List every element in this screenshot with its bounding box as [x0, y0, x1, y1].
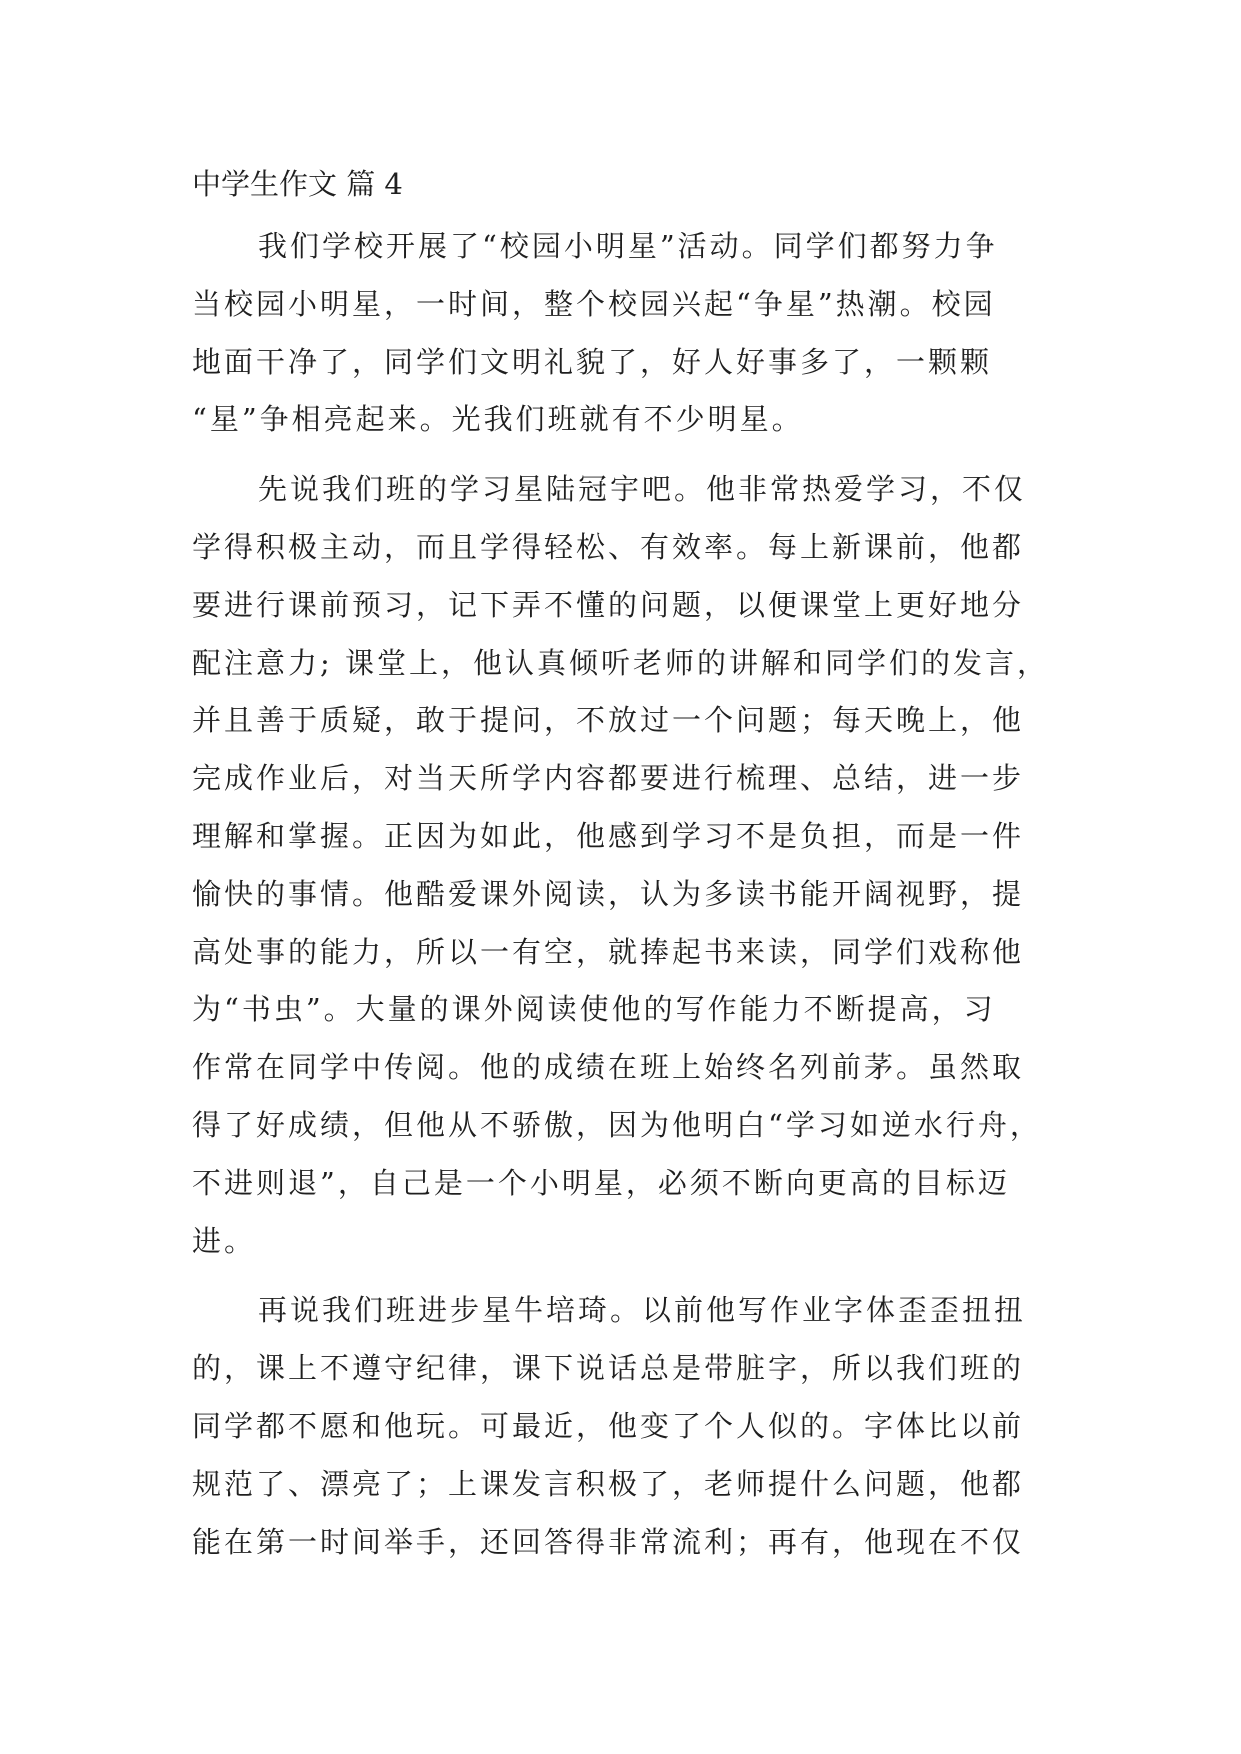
paragraph-line: 进。	[192, 1223, 257, 1258]
paragraph-line: 我们学校开展了“校园小明星”活动。同学们都努力争	[258, 229, 998, 263]
paragraph-line: 完成作业后，对当天所学内容都要进行梳理、总结，进一步	[192, 761, 1025, 796]
paragraph-line: 为“书虫”。大量的课外阅读使他的写作能力不断提高，习	[192, 992, 996, 1027]
paragraph-line: 规范了、漂亮了；上课发言积极了，老师提什么问题，他都	[192, 1466, 1025, 1501]
paragraph-line: 并且善于质疑，敢于提问，不放过一个问题；每天晚上，他	[192, 703, 1025, 738]
paragraph-line: 学得积极主动，而且学得轻松、有效率。每上新课前，他都	[192, 529, 1025, 564]
paragraph-line: 的，课上不遵守纪律，课下说话总是带脏字，所以我们班的	[192, 1351, 1025, 1386]
paragraph-line: 高处事的能力，所以一有空，就捧起书来读，同学们戏称他	[192, 934, 1025, 969]
paragraph-line: 地面干净了，同学们文明礼貌了，好人好事多了，一颗颗	[192, 344, 993, 379]
essay-content	[192, 166, 1052, 1571]
paragraph-line: 得了好成绩，但他从不骄傲，因为他明白“学习如逆水行舟，	[192, 1107, 1042, 1142]
paragraph-line: 要进行课前预习，记下弄不懂的问题，以便课堂上更好地分	[192, 587, 1025, 622]
essay-title: 中学生作文 篇 4	[192, 167, 403, 201]
paragraph-line: 先说我们班的学习星陆冠宇吧。他非常热爱学习，不仅	[258, 472, 1027, 507]
paragraph-line: “星”争相亮起来。光我们班就有不少明星。	[192, 402, 804, 437]
paragraph-line: 不进则退”，自己是一个小明星，必须不断向更高的目标迈	[192, 1165, 1010, 1200]
paragraph-line: 作常在同学中传阅。他的成绩在班上始终名列前茅。虽然取	[192, 1050, 1025, 1085]
paragraph-line: 当校园小明星，一时间，整个校园兴起“争星”热潮。校园	[192, 286, 996, 321]
paragraph-line: 理解和掌握。正因为如此，他感到学习不是负担，而是一件	[192, 818, 1025, 853]
paragraph-3	[192, 1282, 1052, 1571]
paragraph-line: 配注意力; 课堂上，他认真倾听老师的讲解和同学们的发言，	[192, 645, 1049, 680]
paragraph-line: 愉快的事情。他酷爱课外阅读，认为多读书能开阔视野，提	[192, 876, 1025, 911]
paragraph-1	[192, 218, 1052, 449]
paragraph-line: 再说我们班进步星牛培琦。以前他写作业字体歪歪扭扭	[258, 1293, 1027, 1328]
paragraph-line: 能在第一时间举手，还回答得非常流利；再有，他现在不仅	[192, 1524, 1025, 1559]
paragraph-2	[192, 461, 1052, 1270]
paragraph-line: 同学都不愿和他玩。可最近，他变了个人似的。字体比以前	[192, 1408, 1025, 1443]
